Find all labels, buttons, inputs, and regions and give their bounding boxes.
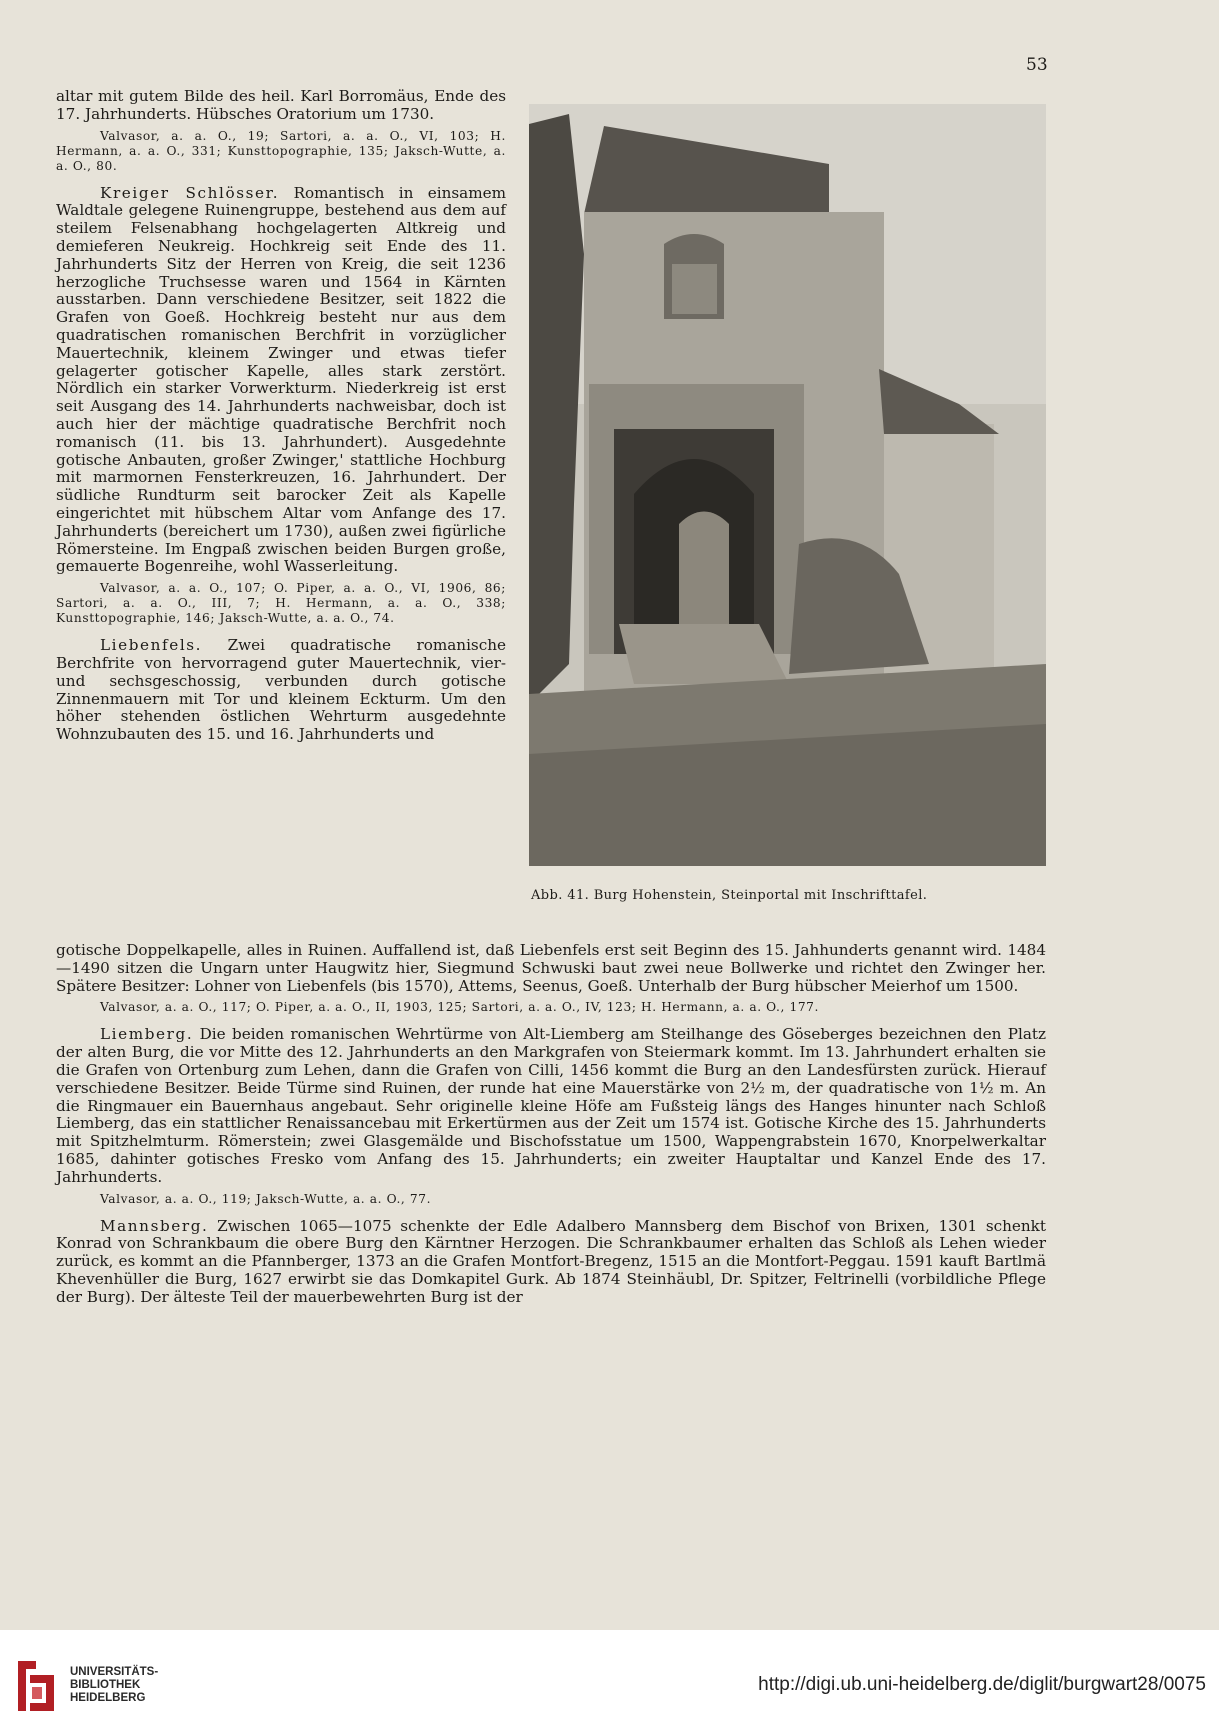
paragraph-mannsberg xyxy=(56,1218,1046,1307)
entry-title-liebenfels: Liebenfels. xyxy=(100,636,203,655)
figure-caption: Abb. 41. Burg Hohenstein, Steinportal mit Inschrifttafel. xyxy=(531,888,928,903)
reference-note: Valvasor, a. a. O., 119; Jaksch-Wutte, a. a. O., 77. xyxy=(100,1191,432,1206)
library-logo-icon xyxy=(14,1657,58,1715)
entry-title-mannsberg: Mannsberg. xyxy=(100,1216,209,1235)
library-name-line: HEIDELBERG xyxy=(70,1692,146,1704)
library-name-line: UNIVERSITÄTS- xyxy=(70,1666,159,1678)
entry-text-liemberg: Die beiden romanischen Wehrtürme von Alt-Liemberg am Steilhange des Göseberges bezeichnen den Platz der alten Burg, die vor Mitte des 12. Jahrhunderts an den Markgrafen von Steiermark kommt. Im 13. Jahrhundert erhalten sie die Grafen von Ortenburg zum Lehen, dann die Grafen von Cilli, 1456 kommt die Burg an den Landesfürsten zurück. Hierauf verschiedene Besitzer. Beide Türme sind Ruinen, der runde hat eine Mauerstärke von 2½ m, der quadratische von 1½ m. An die Ringmauer ein Bauernhaus angebaut. Sehr originelle kleine Höfe am Fußsteig längs des Hanges hinunter nach Schloß Liemberg, das ein stattlicher Renaissancebau mit Erkertürmen aus der Zeit um 1574 ist. Gotische Kirche des 15. Jahrhunderts mit Spitzhelmturm. Römerstein; zwei Glasgemälde und Bischofsstatue um 1500, Wappengrabstein 1670, Knorpelwerkaltar 1685, dahinter gotisches Fresko vom Anfang des 15. Jahrhunderts; ein zweiter Hauptaltar und Kanzel Ende des 17. Jahrhunderts. xyxy=(56,1025,1046,1186)
permalink-url[interactable]: http://digi.ub.uni-heidelberg.de/diglit/burgwart28/0075 xyxy=(758,1674,1206,1695)
library-name-line: BIBLIOTHEK xyxy=(70,1679,141,1691)
reference-note: Valvasor, a. a. O., 107; O. Piper, a. a. O., VI, 1906, 86; Sartori, a. a. O., III, 7; H. Hermann, a. a. O., 338; Kunsttopographie, 146; Jaksch-Wutte, a. a. O., 74. xyxy=(56,581,506,626)
entry-title-kreig: Kreiger Schlösser. xyxy=(100,183,280,202)
library-footer xyxy=(0,1630,1219,1731)
castle-photo-illustration xyxy=(529,104,1046,866)
entry-text-kreig: Romantisch in einsamem Waldtale gelegene Ruinengruppe, bestehend aus dem auf steilem Felsenabhang hochgelagerten Altkreig und demieferen Neukreig. Hochkreig seit Ende des 11. Jahrhunderts Sitz der Herren von Kreig, die seit 1236 herzogliche Truchsesse waren und 1564 in Kärnten ausstarben. Dann verschiedene Besitzer, seit 1822 die Grafen von Goeß. Hochkreig besteht nur aus dem quadratischen romanischen Berchfrit in vorzüglicher Mauertechnik, kleinem Zwinger und etwas tiefer gelagerter gotischer Kapelle, alles stark zerstört. Nördlich ein starker Vorwerkturm. Niederkreig ist erst seit Ausgang des 14. Jahrhunderts nachweisbar, doch ist auch hier der mächtige quadratische Berchfrit noch romanisch (11. bis 13. Jahrhundert). Ausgedehnte gotische Anbauten, großer Zwinger,' stattliche Hochburg mit marmornen Fensterkreuzen, 16. Jahrhundert. Der südliche Rundturm seit barocker Zeit als Kapelle eingerichtet mit hübschem Altar vom Anfange des 17. Jahrhunderts (bereichert um 1730), außen zwei figürliche Römersteine. Im Engpaß zwischen beiden Burgen große, gemauerte Bogenreihe, wohl Wasserleitung. xyxy=(56,183,506,576)
reference-note: Valvasor, a. a. O., 19; Sartori, a. a. O., VI, 103; H. Hermann, a. a. O., 331; Kunsttopographie, 135; Jaksch-Wutte, a. a. O., 80. xyxy=(56,128,506,173)
paragraph-liebenfels-continued: gotische Doppelkapelle, alles in Ruinen. Auffallend ist, daß Liebenfels erst seit Beginn des 15. Jahhunderts genannt wird. 1484—1490 sitzen die Ungarn unter Haugwitz hier, Siegmund Schwuski baut zwei neue Bollwerke und richtet den Zwinger her. Spätere Besitzer: Lohner von Liebenfels (bis 1570), Attems, Seenus, Goeß. Unterhalb der Burg hübscher Meierhof um 1500. xyxy=(56,941,1046,995)
reference-note: Valvasor, a. a. O., 117; O. Piper, a. a. O., II, 1903, 125; Sartori, a. a. O., IV, 123; H. Hermann, a. a. O., 177. xyxy=(100,1000,819,1015)
castle-gate-photo xyxy=(529,104,1046,866)
entry-text-mannsberg: Zwischen 1065—1075 schenkte der Edle Adalbero Mannsberg dem Bischof von Brixen, 1301 schenkt Konrad von Schrankbaum die obere Burg den Kärntner Herzogen. Die Schrankbaumer erhalten das Schloß als Lehen wieder zurück, es kommt an die Pfannberger, 1373 an die Grafen Montfort-Bregenz, 1515 an die Montfort-Peggau. 1591 kauft Bartlmä Khevenhüller die Burg, 1627 erwirbt sie das Domkapitel Gurk. Ab 1874 Steinhäubl, Dr. Spitzer, Feltrinelli (vorbildliche Pflege der Burg). Der älteste Teil der mauerbewehrten Burg ist der xyxy=(56,1216,1046,1306)
full-width-text xyxy=(56,942,1046,1312)
entry-text-liebenfels: Zwei quadratische romanische Berchfrite von hervorragend guter Mauertechnik, vier- und sechsgeschossig, verbunden durch gotische Zinnenmauern mit Tor und kleinem Eckturm. Um den höher stehenden östlichen Wehrturm ausgedehnte Wohnzubauten des 15. und 16. Jahrhunderts und xyxy=(56,636,507,744)
left-column xyxy=(56,88,506,749)
page-number: 53 xyxy=(1026,55,1048,75)
paragraph-kreig xyxy=(56,185,506,577)
paragraph-altar: altar mit gutem Bilde des heil. Karl Borromäus, Ende des 17. Jahrhunderts. Hübsches Oratorium um 1730. xyxy=(56,87,506,123)
paragraph-liebenfels xyxy=(56,637,506,744)
paragraph-liemberg xyxy=(56,1026,1046,1186)
library-name xyxy=(70,1666,158,1705)
entry-title-liemberg: Liemberg. xyxy=(100,1025,194,1044)
